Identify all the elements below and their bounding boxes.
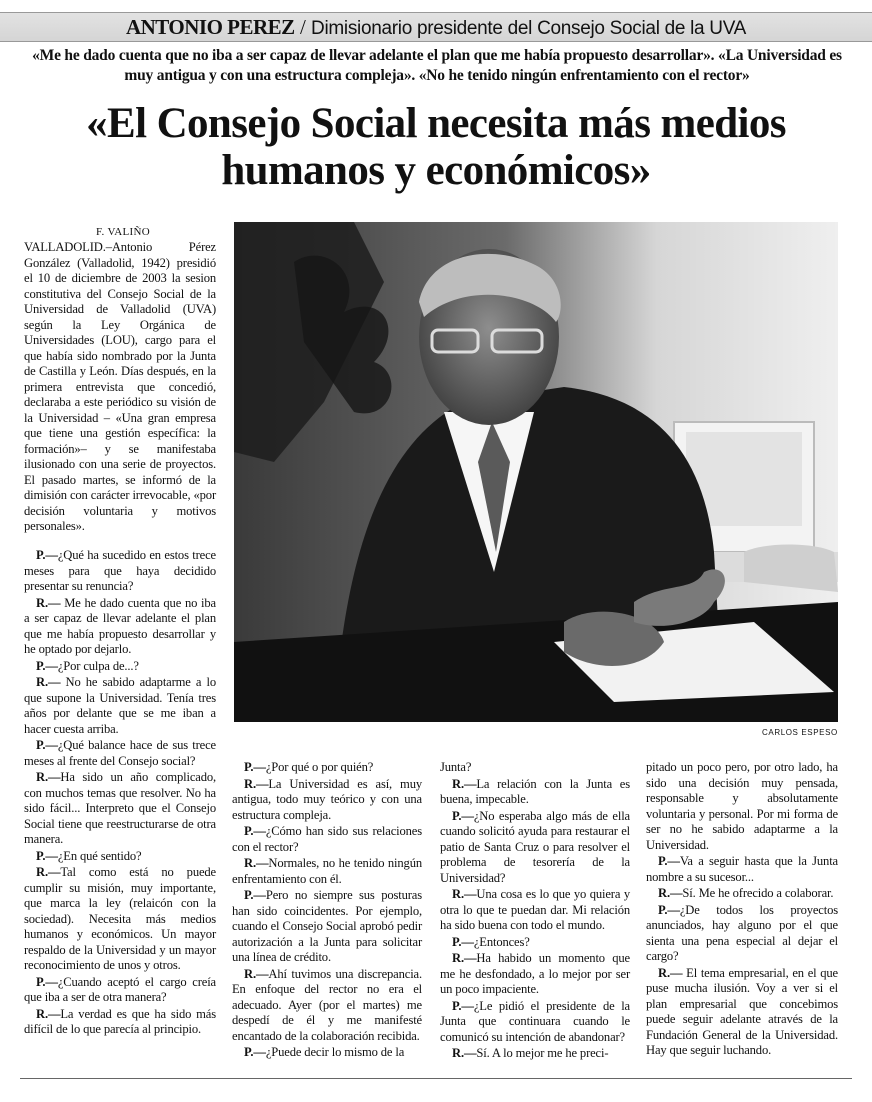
speaker-label: P.— — [244, 1045, 266, 1059]
interview-column-4 — [646, 760, 838, 1059]
speaker-label: R.— — [244, 856, 269, 870]
speaker-label: P.— — [244, 824, 266, 838]
interviewee-name: ANTONIO PEREZ — [125, 15, 295, 39]
answer-text: Sí. Me he ofrecido a colaborar. — [682, 886, 834, 900]
question — [646, 903, 838, 965]
answer — [24, 865, 216, 974]
question — [440, 999, 630, 1046]
speaker-label: P.— — [36, 738, 58, 752]
answer-text: Ha sido un año complicado, con muchos temas que resolver. No ha sido fácil... Interpreto que el Consejo Social tiene que reestructurarse de otra manera. — [24, 770, 216, 846]
answer-text: Tal como está no puede cumplir su misión, muy importante, que marca la ley (relaicón con la sociedad). Necesita más medios humanos y económicos. Un mayor respaldo de la Universidad y un mayor reconocimiento de unos y otros. — [24, 865, 216, 972]
question — [440, 935, 630, 951]
intro-text: VALLADOLID.–Antonio Pérez González (Valladolid, 1942) presidió el 10 de diciembre de 2003 la sesion constitutiva del Consejo Social de la Universidad de Valladolid (UVA) según la Ley Orgánica de Universidades (LOU), cargo para el que había sido nombrado por la Junta de Castilla y León. Días después, en la primera entrevista que concedió, declaraba a este periódico su visión de la Universidad – «Una gran empresa que tiene una gestión específica: la formación»– y se manifestaba ilusionado con una serie de proyectos. El pasado martes, se informó de la dimisión con carácter irrevocable, «por decisión voluntaria y motivos personales». — [24, 240, 216, 533]
question-text: ¿Por culpa de...? — [57, 658, 139, 673]
speaker-label: P.— — [244, 888, 266, 902]
answer-text: Una cosa es lo que yo quiera y otra lo que te puedan dar. Mi relación ha sido buena con todo el mundo. — [440, 887, 630, 932]
question — [232, 760, 422, 776]
question — [232, 824, 422, 855]
bottom-rule — [20, 1078, 852, 1079]
answer — [24, 770, 216, 848]
answer — [24, 1007, 216, 1038]
answer-text: Me he dado cuenta que no iba a ser capaz de llevar adelante el plan que me había propuesto desarrollar y he optado por dejarlo. — [24, 595, 216, 656]
photo-credit: CARLOS ESPESO — [762, 728, 838, 737]
question — [440, 809, 630, 887]
answer-text: Sí. A lo mejor me he preci- — [476, 1046, 609, 1060]
section-header-bar — [0, 12, 872, 42]
continued-text — [440, 760, 630, 776]
answer — [646, 966, 838, 1059]
speaker-label: P.— — [658, 902, 680, 917]
question-text: ¿Cómo han sido sus relaciones con el rector? — [232, 824, 422, 854]
speaker-label: R.— — [36, 675, 61, 689]
question — [646, 854, 838, 885]
speaker-label: P.— — [452, 998, 474, 1013]
question — [24, 659, 216, 675]
answer — [232, 967, 422, 1045]
answer-text: Ha habido un momento que me he desfondado, a lo mejor por ser un poco impaciente. — [440, 951, 630, 996]
question-text: ¿Por qué o por quién? — [265, 760, 374, 774]
speaker-label: R.— — [244, 966, 269, 981]
speaker-label: P.— — [36, 658, 58, 673]
speaker-label: R.— — [36, 595, 61, 610]
answer-text: La Universidad es así, muy antigua, todo muy teórico y con una estructura compleja. — [232, 776, 422, 822]
subheadline: «Me he dado cuenta que no iba a ser capaz de llevar adelante el plan que me había propuesto desarrollar». «La Universidad es muy antigua y con una estructura compleja». «No he tenido ningún enfrentamiento con el rector» — [32, 47, 842, 84]
speaker-label: R.— — [36, 1006, 61, 1021]
question-text: ¿Entonces? — [473, 934, 530, 949]
speaker-label: P.— — [244, 760, 266, 774]
interview-column-3 — [440, 760, 630, 1062]
question-text: ¿Le pidió el presidente de la Junta que continuara cuando le comunicó su intención de abandonar? — [440, 998, 630, 1044]
speaker-label: P.— — [36, 974, 58, 989]
question — [24, 849, 216, 865]
question — [24, 548, 216, 595]
answer-text: Normales, no he tenido ningún enfrentamiento con él. — [232, 856, 422, 886]
answer — [232, 777, 422, 824]
answer-text: Ahí tuvimos una discrepancia. En enfoque del rector no era el adecuado. Ayer (por el martes) me despedí de él y me manifesté encantado de la colaboración recibida. — [232, 966, 422, 1043]
interview-column-1 — [24, 548, 216, 1038]
answer-text: No he sabido adaptarme a lo que supone la Universidad. Tenía tres años por delante que se me iban a hacer cuesta arriba. — [24, 675, 216, 736]
answer-text: El tema empresarial, en el que puse mucha ilusión. Voy a ver si el plan empresarial que concebimos puede seguir adelante através de la Fundación General de la Universidad. Hay que seguir luchando. — [646, 965, 838, 1057]
answer — [440, 951, 630, 998]
interview-column-2 — [232, 760, 422, 1061]
byline: F. VALIÑO — [96, 226, 150, 238]
answer — [440, 887, 630, 934]
question — [232, 888, 422, 966]
speaker-label: P.— — [36, 548, 58, 562]
question-text: ¿Qué ha sucedido en estos trece meses para que haya decidido presentar su renuncia? — [24, 548, 216, 593]
interviewee-role: Dimisionario presidente del Consejo Social de la UVA — [311, 18, 747, 39]
question-text: ¿En qué sentido? — [57, 848, 142, 863]
question-text: ¿Cuando aceptó el cargo creía que iba a ser de otra manera? — [24, 974, 216, 1004]
speaker-label: R.— — [36, 865, 61, 879]
intro-paragraph — [24, 240, 216, 535]
speaker-label: P.— — [452, 808, 474, 823]
speaker-label: P.— — [36, 848, 58, 863]
speaker-label: P.— — [658, 854, 680, 868]
headline: «El Consejo Social necesita más medios humanos y económicos» — [86, 100, 786, 194]
answer — [646, 886, 838, 902]
speaker-label: R.— — [658, 965, 683, 980]
header-separator: / — [294, 15, 312, 39]
question-text: ¿Puede decir lo mismo de la — [265, 1045, 405, 1059]
answer — [440, 1046, 630, 1062]
answer-text: La verdad es que ha sido más difícil de lo que parecía al principio. — [24, 1006, 216, 1036]
question — [232, 1045, 422, 1061]
speaker-label: R.— — [452, 951, 477, 965]
speaker-label: P.— — [452, 934, 474, 949]
speaker-label: R.— — [452, 1046, 477, 1060]
question-text: ¿No esperaba algo más de ella cuando solicitó ayuda para restaurar el patio de Santa Cruz o para resolver el problema de tesorería de la Universidad? — [440, 808, 630, 885]
question-text: Va a seguir hasta que la Junta nombre a su sucesor... — [646, 854, 838, 884]
question-text: ¿De todos los proyectos anunciados, hay alguno por el que sienta una pena especial al dejar el cargo? — [646, 902, 838, 963]
question-text: ¿Qué balance hace de sus trece meses al frente del Consejo social? — [24, 738, 216, 768]
answer — [232, 856, 422, 887]
question-text: Pero no siempre sus posturas han sido coincidentes. Por ejemplo, cuando el Consejo Social aprobó pedir autorización a la Junta para solicitar una línea de crédito. — [232, 888, 422, 964]
answer — [24, 596, 216, 658]
continued-text — [646, 760, 838, 853]
portrait-photo — [234, 222, 838, 722]
answer — [24, 675, 216, 737]
speaker-label: R.— — [36, 770, 61, 784]
continued-fragment: pitado un poco pero, por otro lado, ha sido una decisión muy pensada, responsable y absolutamente voluntaria y personal. Por mi forma de ser no he sabido adaptarme a la Universidad. — [646, 760, 838, 852]
speaker-label: R.— — [244, 776, 269, 791]
question — [24, 738, 216, 769]
speaker-label: R.— — [452, 887, 477, 901]
answer-text: La relación con la Junta es buena, impecable. — [440, 776, 630, 806]
speaker-label: R.— — [452, 776, 477, 791]
question — [24, 975, 216, 1006]
continued-fragment: Junta? — [440, 760, 472, 774]
speaker-label: R.— — [658, 886, 683, 900]
answer — [440, 777, 630, 808]
